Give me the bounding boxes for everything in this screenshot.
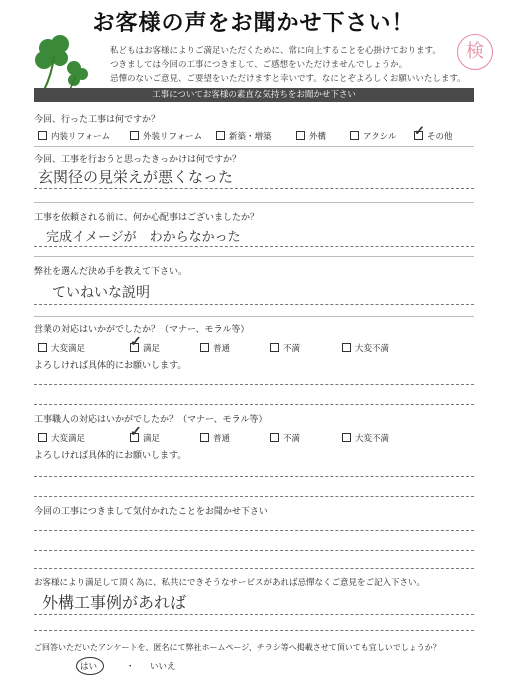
q6-option-dissatisfied[interactable] [270, 432, 300, 444]
q5-option-average[interactable] [200, 342, 230, 354]
divider [34, 256, 474, 257]
q5-option-very-dissatisfied[interactable] [342, 342, 389, 354]
q7-question: 今回の工事につきまして気付かれたことをお聞かせ下さい [34, 507, 268, 517]
q3-answer: 完成イメージが わからなかった [46, 230, 241, 245]
q6-question: 工事職人の対応はいかがでしたか？（マナー、モラル等） [34, 415, 268, 425]
answer-line [34, 630, 474, 631]
checkbox[interactable] [38, 343, 47, 352]
checkbox[interactable] [200, 343, 209, 352]
section-banner: 工事についてお客様の素直な気持ちをお聞かせ下さい [34, 88, 474, 102]
answer-line [34, 530, 474, 531]
intro-line-1: 私どもはお客様によりご満足いただくために、常に向上することを心掛けております。 [110, 46, 441, 56]
checkbox[interactable] [342, 433, 351, 442]
option-label: アクシル [363, 132, 397, 142]
q8-question: お客様により満足して頂く為に、私共にできそうなサービスがあれば忌憚なくご意見をご記入下さい。 [34, 578, 426, 588]
q2-question: 今回、工事を行おうと思ったきっかけは何ですか？ [34, 155, 242, 165]
option-label: 大変満足 [51, 434, 86, 444]
option-label: 不満 [283, 344, 301, 354]
option-label: 満足 [143, 344, 161, 354]
q6-option-average[interactable] [200, 432, 230, 444]
checkbox[interactable] [270, 343, 279, 352]
option-label: 大変不満 [355, 434, 390, 444]
answer-line [34, 476, 474, 477]
option-label: 外装リフォーム [143, 132, 203, 142]
q6-followup: よろしければ具体的にお願いします。 [34, 451, 187, 461]
option-label: 不満 [283, 434, 301, 444]
q1-option-interior[interactable] [38, 130, 110, 142]
option-label: その他 [427, 132, 453, 142]
answer-line [34, 188, 474, 189]
q4-answer: ていねいな説明 [52, 285, 150, 301]
intro-line-2: つきましては今回の工事につきまして、ご感想をいただけませんでしょうか。 [110, 60, 408, 70]
divider [34, 146, 474, 147]
q1-option-axil[interactable] [350, 130, 397, 142]
answer-line [34, 496, 474, 497]
answer-line [34, 614, 474, 615]
answer-line [34, 568, 474, 569]
answer-line [34, 384, 474, 385]
checkbox[interactable] [38, 131, 47, 140]
q5-question: 営業の対応はいかがでしたか？（マナー、モラル等） [34, 325, 250, 335]
checkmark-icon: ✓ [414, 124, 425, 139]
q9-option-no[interactable]: いいえ [150, 662, 176, 672]
option-label: 大変満足 [51, 344, 86, 354]
q5-option-very-satisfied[interactable] [38, 342, 85, 354]
option-label: 大変不満 [355, 344, 390, 354]
clover-icon [30, 34, 90, 92]
option-label: 普通 [213, 434, 231, 444]
q4-question: 弊社を選んだ決め手を教えて下さい。 [34, 267, 188, 277]
checkbox[interactable] [200, 433, 209, 442]
checkmark-icon: ✓ [130, 424, 142, 440]
q6-option-very-dissatisfied[interactable] [342, 432, 389, 444]
divider [34, 202, 474, 203]
answer-line [34, 404, 474, 405]
checkmark-icon: ✓ [130, 334, 142, 350]
answer-line [34, 246, 474, 247]
checkbox[interactable] [296, 131, 305, 140]
q9-question: ご回答いただいたアンケートを、匿名にて弊社ホームページ、チラシ等へ掲載させて頂いても宜しいでしょうか？ [34, 643, 441, 652]
checkbox[interactable] [350, 131, 359, 140]
option-label: 新築・増築 [229, 132, 272, 142]
q3-question: 工事を依頼される前に、何か心配事はございましたか？ [34, 213, 260, 223]
intro-line-3: 忌憚のないご意見、ご要望をいただけますと幸いです。なにとぞよろしくお願いいたします。 [110, 74, 466, 84]
divider [34, 316, 474, 317]
answer-line [34, 550, 474, 551]
option-label: 普通 [213, 344, 231, 354]
answer-line [34, 304, 474, 305]
q8-answer: 外構工事例があれば [42, 593, 187, 612]
q5-followup: よろしければ具体的にお願いします。 [34, 361, 187, 371]
checkbox[interactable] [130, 131, 139, 140]
page-title: お客様の声をお聞かせ下さい！ [92, 11, 415, 36]
q1-question: 今回、行った工事は何ですか？ [34, 115, 161, 125]
checkbox[interactable] [342, 343, 351, 352]
q6-option-very-satisfied[interactable] [38, 432, 85, 444]
inspection-stamp: 検 [457, 34, 493, 70]
checkbox[interactable] [216, 131, 225, 140]
option-label: 内装リフォーム [51, 132, 111, 142]
q1-option-exterior[interactable] [130, 130, 202, 142]
q1-option-newbuild[interactable] [216, 130, 272, 142]
q5-option-dissatisfied[interactable] [270, 342, 300, 354]
option-label: 外構 [309, 132, 327, 142]
q2-answer: 玄関径の見栄えが悪くなった [38, 168, 234, 186]
checkbox[interactable] [38, 433, 47, 442]
option-label: 満足 [143, 434, 161, 444]
checkbox[interactable] [270, 433, 279, 442]
q9-option-yes[interactable]: はい [80, 662, 98, 672]
bullet-dot: ・ [126, 662, 135, 672]
q1-option-exterior-works[interactable] [296, 130, 326, 142]
